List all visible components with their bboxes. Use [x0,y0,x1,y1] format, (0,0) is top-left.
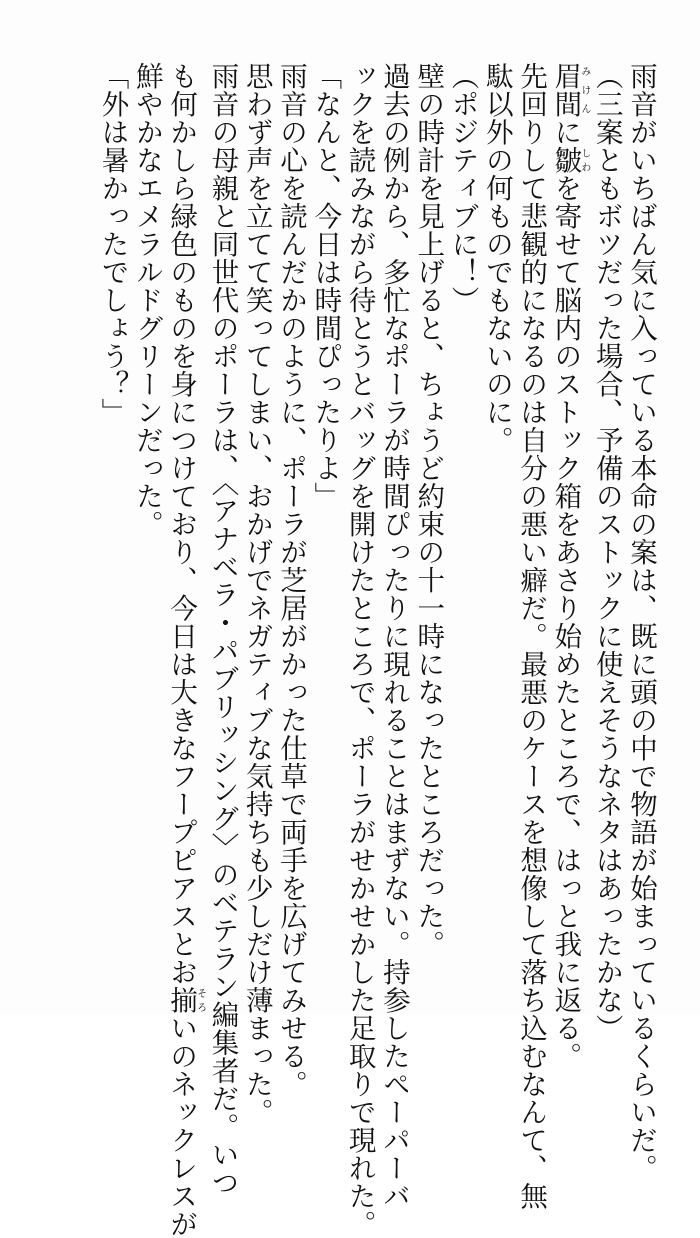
text-line-8: 過去の例から、多忙なポーラが時間ぴったりに現れることはまずない。持参したペーパーバ [377,62,410,1210]
text-line-11: 雨音の心を読んだかのように、ポーラが芝居がかった仕草で両手を広げてみせる。 [275,62,308,1098]
text-line-14-end: いのネックレスが [165,1014,198,1238]
text-line-16: 「外は暑かったでしょう？」 [96,62,129,426]
text-line-3: 眉間みけんに皺しわを寄せて脳内のストック箱をあさり始めたところで、はっと我に返る。 [549,62,590,1070]
text-line-14-start: も何かしら緑色のものを身につけており、今日は大きなフープピアスとお [165,62,198,986]
text-line-12: 思わず声を立てて笑ってしまい、おかげでネガティブな気持ちも少しだけ薄まった。 [240,62,273,1126]
ruby-soro: 揃そろ [165,986,206,1014]
text-line-15: 鮮やかなエメラルドグリーンだった。 [130,62,163,538]
ruby-reading-soro: そろ [194,986,206,1014]
text-line-9: ックを読みながら待とうとバッグを開けたところで、ポーラがせかせかした足取りで現れた。 [343,62,376,1238]
text-line-10: 「なんと、今日は時間ぴったりよ」 [309,62,342,510]
text-line-3-rest: を寄せて脳内のストック箱をあさり始めたところで、はっと我に返る。 [549,174,582,1070]
text-line-13: 雨音の母親と同世代のポーラは、〈アナベラ・パブリッシング〉のベテラン編集者だ。いつ [206,62,239,1197]
ruby-miken: 眉間みけん [549,62,590,118]
ruby-shiwa: 皺しわ [549,146,590,174]
text-line-14 [164,62,206,1238]
text-line-7: 壁の時計を見上げると、ちょうど約束の十一時になったところだった。 [412,62,445,958]
ruby-reading-shiwa: しわ [578,146,590,174]
ruby-reading-miken: みけん [578,62,590,118]
text-line-2: （三案ともボツだった場合、予備のストックに使えそうなネタはあったかな） [590,62,623,1042]
text-line-4: 先回りして悲観的になるのは自分の悪い癖だ。最悪のケースを想像して落ち込むなんて、無 [515,62,548,1210]
text-line-6: （ポジティブに！） [446,62,479,314]
vertical-text-body [95,62,658,1238]
text-line-1: 雨音がいちばん気に入っている本命の案は、既に頭の中で物語が始まっているくらいだ。 [625,62,657,1182]
text-line-5: 駄以外の何ものでもないのに。 [480,62,513,454]
